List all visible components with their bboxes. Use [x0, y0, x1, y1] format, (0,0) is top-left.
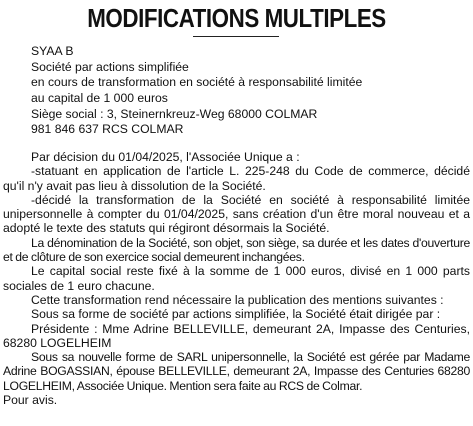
body-paragraph-president: Présidente : Mme Adrine BELLEVILLE, demeurant 2A, Impasse des Centuries, 68280 LOGELHEIM [3, 321, 470, 350]
company-header [31, 44, 461, 138]
body-paragraph-publication: Cette transformation rend nécessaire la publication des mentions suivantes : [31, 292, 444, 307]
notice-body [3, 150, 470, 407]
title-underline [193, 36, 279, 37]
body-paragraph-former-management: Sous sa forme de société par actions simplifiée, la Société était dirigée par : [31, 307, 441, 322]
body-paragraph-new-management: Sous sa nouvelle forme de SARL unipersonnelle, la Société est gérée par Madame Adrine BOGASSIAN, épouse BELLEVILLE, demeurant 2A, Impasse des Centuries 68280 LOGELHEIM, Associée Unique. Mention sera faite au RCS de Colmar. [3, 350, 470, 393]
company-name: SYAA B [31, 44, 74, 58]
company-registered-office: Siège social : 3, Steinernkreuz-Weg 68000 COLMAR [31, 106, 318, 121]
body-paragraph-unchanged-terms: La dénomination de la Société, son objet, son siège, sa durée et les dates d'ouverture et de clôture de son exercice social demeurent inchangées. [3, 235, 470, 265]
company-transformation-status: en cours de transformation en société à responsabilité limitée [31, 75, 363, 90]
body-paragraph-capital: Le capital social reste fixé à la somme de 1 000 euros, divisé en 1 000 parts sociales de 1 euro chacune. [3, 264, 470, 293]
company-capital: au capital de 1 000 euros [31, 91, 168, 106]
body-paragraph-decision: Par décision du 01/04/2025, l'Associée Unique a : [31, 150, 300, 164]
body-paragraph-closing: Pour avis. [3, 393, 58, 408]
body-paragraph-no-dissolution: -statuant en application de l'article L. 225-248 du Code de commerce, décidé qu'il n'y avait pas lieu à dissolution de la Société. [3, 164, 470, 193]
company-registration-number: 981 846 637 RCS COLMAR [31, 122, 184, 137]
company-legal-form: Société par actions simplifiée [31, 59, 189, 74]
notice-title: MODIFICATIONS MULTIPLES [87, 3, 386, 33]
body-paragraph-transformation: -décidé la transformation de la Société en société à responsabilité limitée unipersonnelle à compter du 01/04/2025, sans création d'un être moral nouveau et a adopté le texte des statuts qui régiront désormais la Société. [3, 192, 470, 236]
